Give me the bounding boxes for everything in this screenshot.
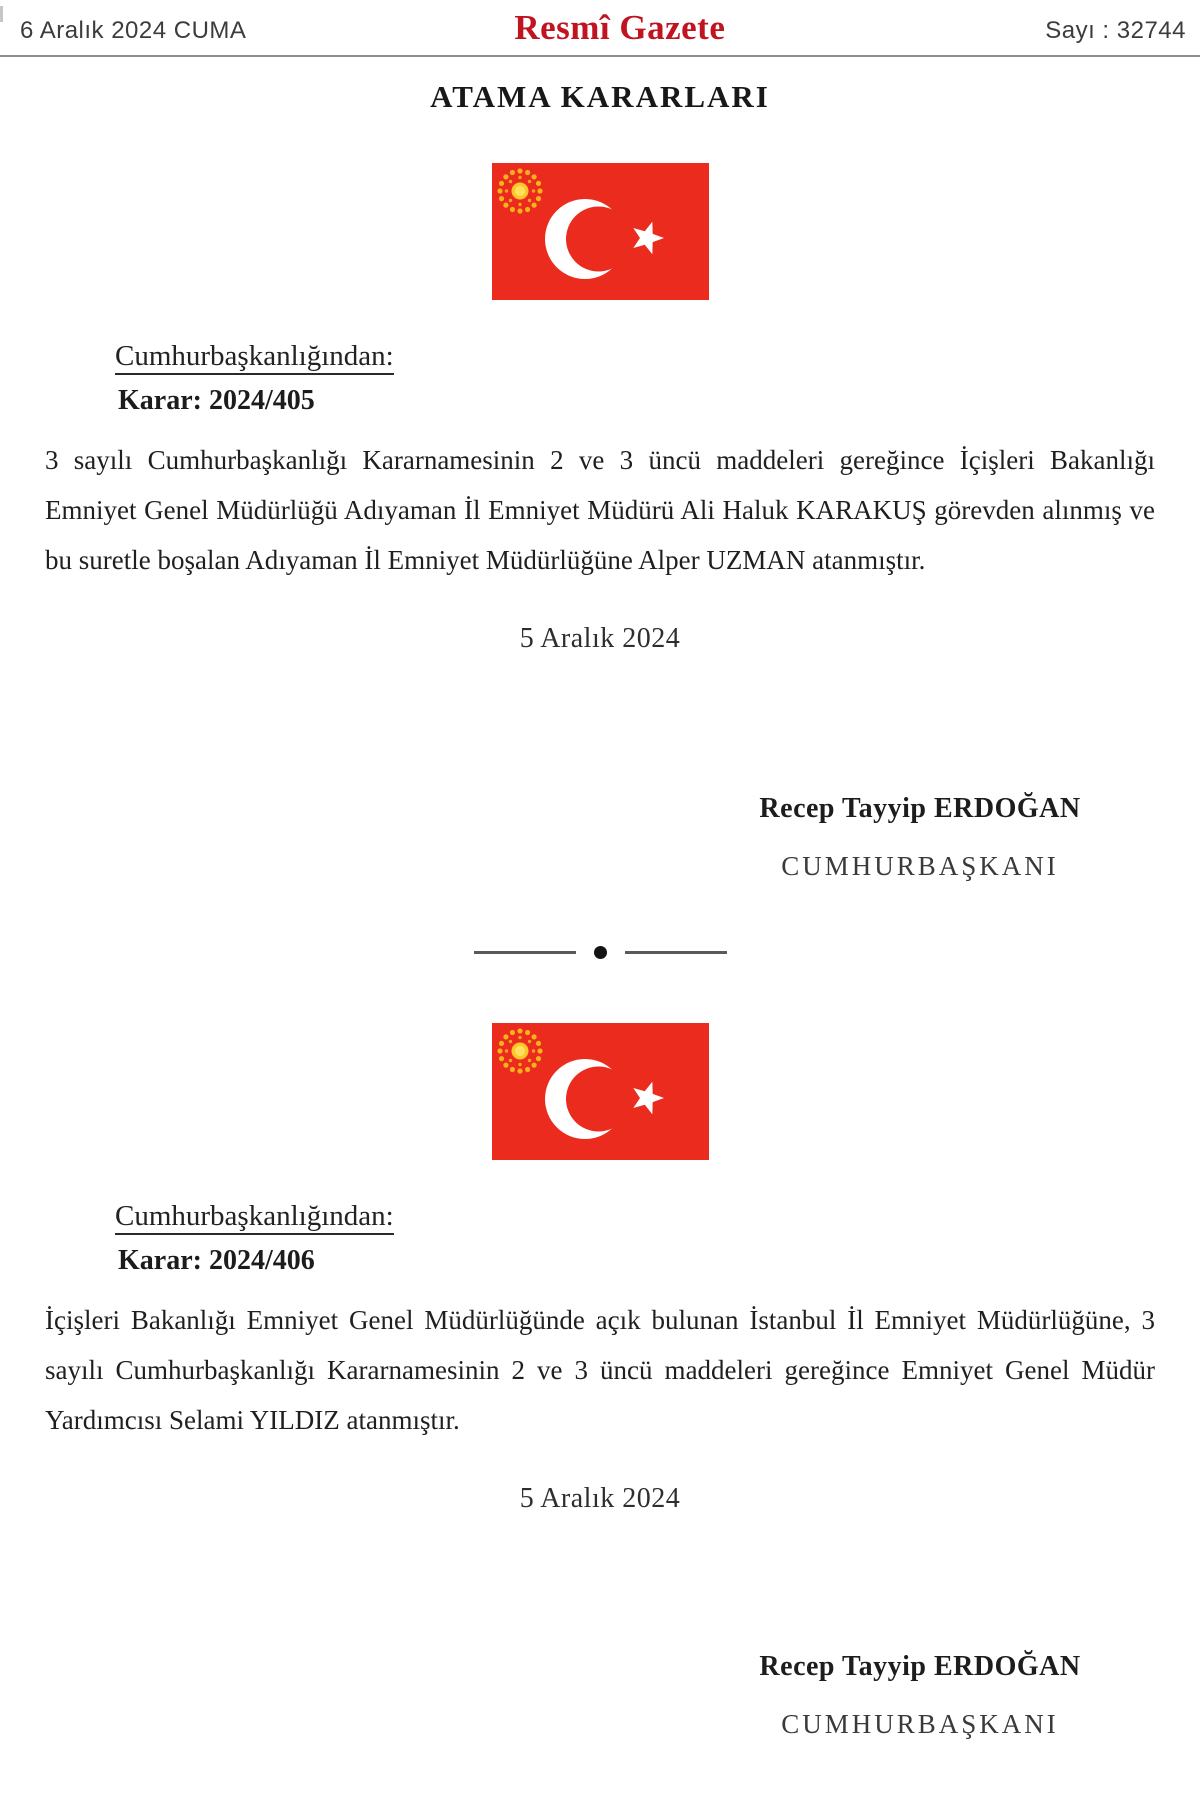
issue-number: Sayı : 32744	[1045, 17, 1186, 44]
divider-line-left	[474, 951, 576, 954]
issue-date: 6 Aralık 2024 CUMA	[20, 17, 247, 44]
decree-authority-heading	[115, 340, 1200, 373]
divider-dot	[594, 946, 607, 959]
decree-number: Karar: 2024/405	[118, 385, 315, 416]
section-divider	[0, 946, 1200, 959]
scan-artifact	[0, 6, 3, 22]
signer-title: CUMHURBAŞKANI	[781, 1709, 1059, 1739]
decree-section-2024-405	[0, 163, 1200, 882]
divider-line-right	[625, 951, 727, 954]
signature-block	[680, 793, 1160, 882]
decree-date: 5 Aralık 2024	[519, 1483, 681, 1514]
decree-authority-label: Cumhurbaşkanlığından:	[115, 1200, 394, 1235]
decree-body-text: İçişleri Bakanlığı Emniyet Genel Müdürlüğünde açık bulunan İstanbul İl Emniyet Müdürlüğüne, 3 sayılı Cumhurbaşkanlığı Kararnamesinin 2 ve 3 üncü maddeleri gereğince Emniyet Genel Müdür Yardımcısı Selami YILDIZ atanmıştır.	[45, 1305, 1155, 1435]
flag-container	[0, 1023, 1200, 1160]
decree-number: Karar: 2024/406	[118, 1245, 315, 1276]
signature-block	[680, 1651, 1160, 1740]
gazette-title: Resmî Gazete	[514, 8, 726, 47]
signer-name: Recep Tayyip ERDOĞAN	[759, 1651, 1081, 1682]
decree-authority-heading	[115, 1200, 1200, 1233]
decree-body-text: 3 sayılı Cumhurbaşkanlığı Kararnamesinin 2 ve 3 üncü maddeleri gereğince İçişleri Bakanlığı Emniyet Genel Müdürlüğü Adıyaman İl Emniyet Müdürü Ali Haluk KARAKUŞ görevden alınmış ve bu suretle boşalan Adıyaman İl Emniyet Müdürlüğüne Alper UZMAN atanmıştır.	[45, 445, 1155, 575]
decree-date: 5 Aralık 2024	[519, 623, 681, 654]
turkish-presidential-flag-icon	[492, 163, 709, 300]
signer-title: CUMHURBAŞKANI	[781, 851, 1059, 881]
masthead	[0, 0, 1200, 57]
signer-name: Recep Tayyip ERDOĞAN	[759, 793, 1081, 824]
decree-authority-label: Cumhurbaşkanlığından:	[115, 340, 394, 375]
flag-container	[0, 163, 1200, 300]
turkish-presidential-flag-icon	[492, 1023, 709, 1160]
page-title: ATAMA KARARLARI	[430, 79, 770, 114]
decree-section-2024-406	[0, 1023, 1200, 1740]
